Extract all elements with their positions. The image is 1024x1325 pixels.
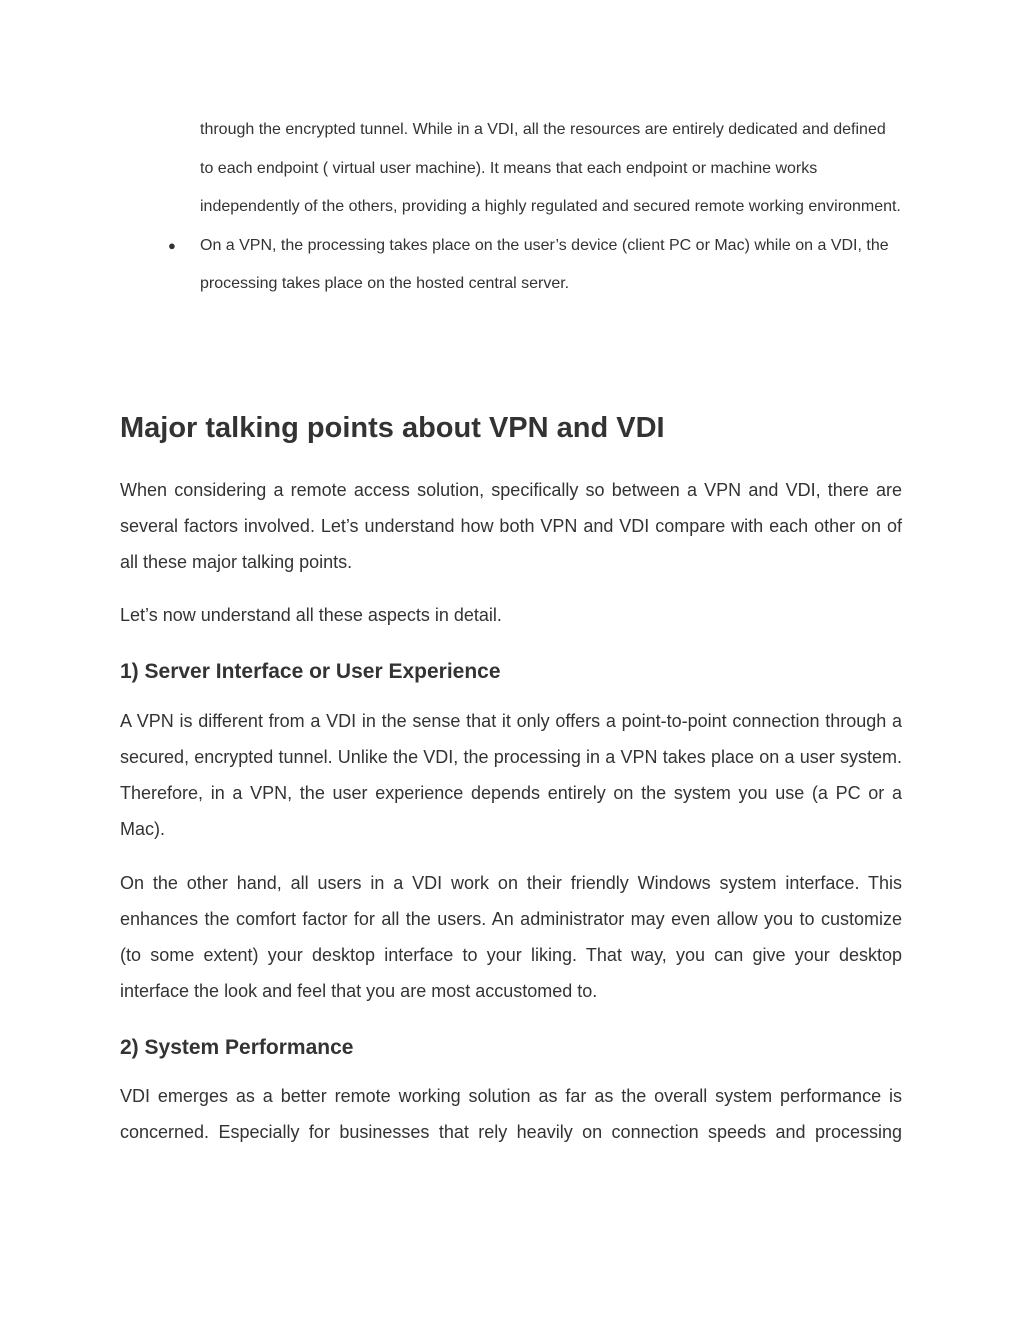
list-item-continuation: through the encrypted tunnel. While in a VDI, all the resources are entirely dedicated and defined to each endpoint ( virtual user machine). It means that each endpoint or machine works independently of the others, providing a highly regulated and secured remote working environment. bbox=[200, 121, 901, 215]
section1-paragraph-1: A VPN is different from a VDI in the sense that it only offers a point-to-point connection through a secured, encrypted tunnel. Unlike the VDI, the processing in a VPN takes place on a user system. Therefore, in a VPN, the user experience depends entirely on the system you use (a PC or a Mac). bbox=[120, 711, 902, 839]
subsection-heading-1: 1) Server Interface or User Experience bbox=[120, 660, 501, 683]
list-item bbox=[120, 227, 902, 304]
intro-paragraph: When considering a remote access solution, specifically so between a VPN and VDI, there are several factors involved. Let’s understand how both VPN and VDI compare with each other on of all these major talking points. bbox=[120, 480, 902, 572]
subsection-heading-2: 2) System Performance bbox=[120, 1036, 354, 1059]
bullet-icon: ● bbox=[168, 237, 176, 253]
list-item-text: On a VPN, the processing takes place on the user’s device (client PC or Mac) while on a VDI, the processing takes place on the hosted central server. bbox=[200, 236, 889, 292]
intro-paragraph-2: Let’s now understand all these aspects in detail. bbox=[120, 605, 502, 625]
section-heading: Major talking points about VPN and VDI bbox=[120, 412, 665, 444]
bullet-list bbox=[120, 111, 902, 304]
section1-paragraph-2: On the other hand, all users in a VDI work on their friendly Windows system interface. This enhances the comfort factor for all the users. An administrator may even allow you to customize (to some extent) your desktop interface to your liking. That way, you can give your desktop interface the look and feel that you are most accustomed to. bbox=[120, 873, 902, 1001]
section2-paragraph-1: VDI emerges as a better remote working solution as far as the overall system performance is concerned. Especially for businesses that rely heavily on connection speeds and processing bbox=[120, 1086, 902, 1142]
